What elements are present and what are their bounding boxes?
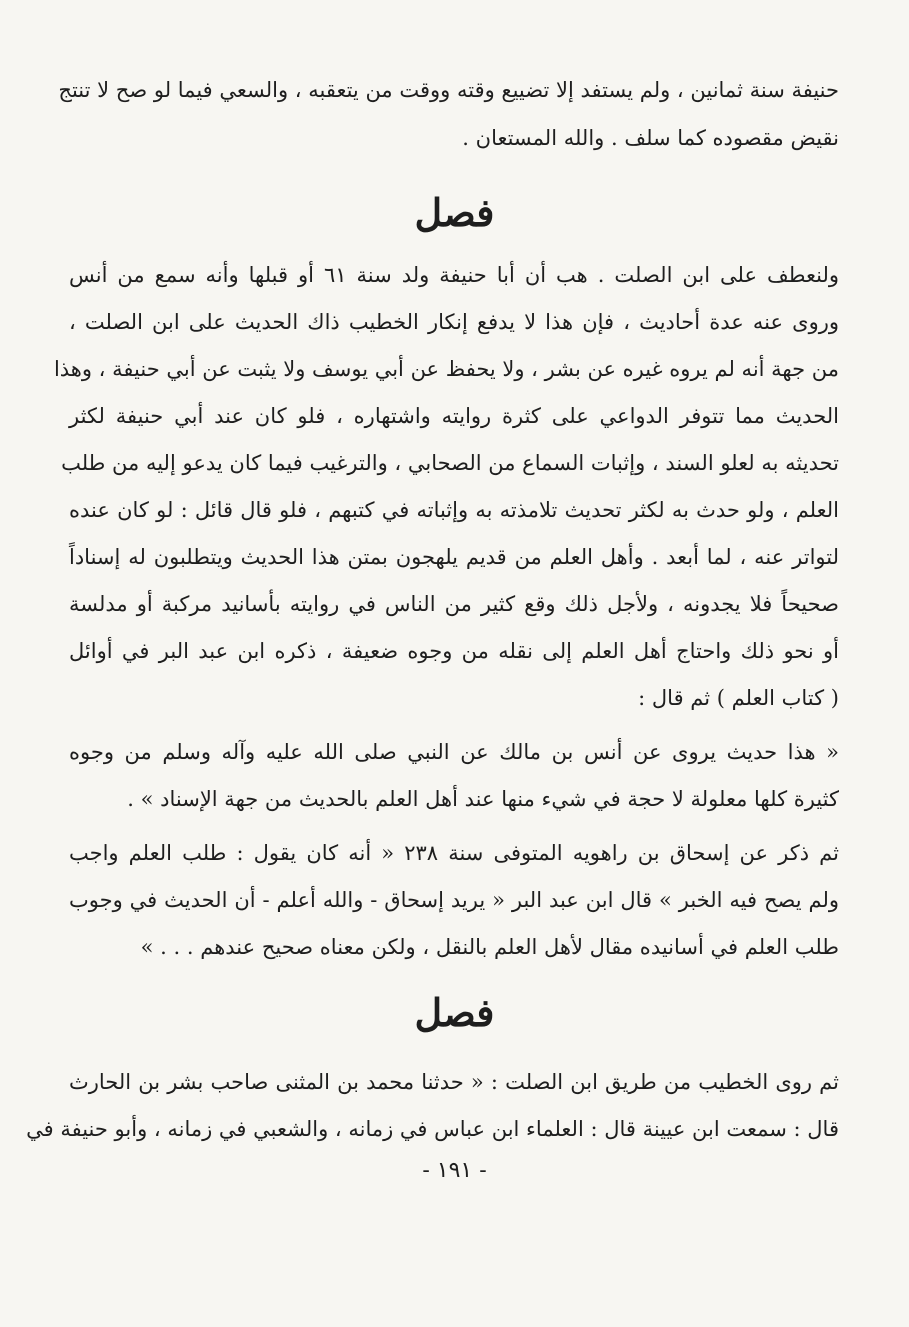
- text-line: قال : سمعت ابن عيينة قال : العلماء ابن عباس في زمانه ، والشعبي في زمانه ، وأبو حنيفة في: [26, 1117, 839, 1141]
- text-line: ولم يصح فيه الخبر » قال ابن عبد البر « يريد إسحاق - والله أعلم - أن الحديث في وجوب: [69, 888, 839, 912]
- text-line: العلم ، ولو حدث به لكثر تحديث تلامذته به وإثباته في كتبهم ، فلو قال قائل : لو كان عنده: [69, 498, 839, 522]
- text-line: الحديث مما تتوفر الدواعي على كثرة روايته واشتهاره ، فلو كان عند أبي حنيفة لكثر: [69, 404, 839, 428]
- section-heading: فصل: [414, 990, 495, 1035]
- text-line: ( كتاب العلم ) ثم قال :: [638, 686, 839, 710]
- text-line: نقيض مقصوده كما سلف . والله المستعان .: [462, 126, 839, 150]
- quote-line: « هذا حديث يروى عن أنس بن مالك عن النبي صلى الله عليه وآله وسلم من وجوه: [69, 740, 839, 764]
- text-line: تحديثه به لعلو السند ، وإثبات السماع من الصحابي ، والترغيب فيما كان يدعو إليه من طلب: [61, 451, 839, 475]
- text-line: صحيحاً فلا يجدونه ، ولأجل ذلك وقع كثير من الناس في روايته بأسانيد مركبة أو مدلسة: [69, 592, 839, 616]
- text-line: حنيفة سنة ثمانين ، ولم يستفد إلا تضييع وقته ووقت من يتعقبه ، والسعي فيما لو صح لا تنتج: [58, 78, 839, 102]
- text-line: من جهة أنه لم يروه غيره عن بشر ، ولا يحفظ عن أبي يوسف ولا يثبت عن أبي حنيفة ، وهذا: [53, 357, 839, 381]
- text-line: طلب العلم في أسانيده مقال لأهل العلم بالنقل ، ولكن معناه صحيح عندهم . . . »: [140, 935, 839, 959]
- text-line: أو نحو ذلك واحتاج أهل العلم إلى نقله من وجوه ضعيفة ، ذكره ابن عبد البر في أوائل: [69, 639, 839, 663]
- text-line: ثم روى الخطيب من طريق ابن الصلت : « حدثنا محمد بن المثنى صاحب بشر بن الحارث: [69, 1070, 839, 1094]
- text-line: لتواتر عنه ، لما أبعد . وأهل العلم من قديم يلهجون بمتن هذا الحديث ويتطلبون له إسناداً: [69, 545, 839, 569]
- text-line: وروى عنه عدة أحاديث ، فإن هذا لا يدفع إنكار الخطيب ذاك الحديث على ابن الصلت ،: [69, 310, 839, 334]
- page-number: - ١٩١ -: [422, 1158, 487, 1183]
- section-heading: فصل: [414, 190, 495, 235]
- quote-line: كثيرة كلها معلولة لا حجة في شيء منها عند أهل العلم بالحديث من جهة الإسناد » .: [127, 787, 839, 811]
- text-line: ثم ذكر عن إسحاق بن راهويه المتوفى سنة ٢٣٨ « أنه كان يقول : طلب العلم واجب: [69, 841, 840, 865]
- text-line: ولنعطف على ابن الصلت . هب أن أبا حنيفة ولد سنة ٦١ أو قبلها وأنه سمع من أنس: [69, 263, 839, 287]
